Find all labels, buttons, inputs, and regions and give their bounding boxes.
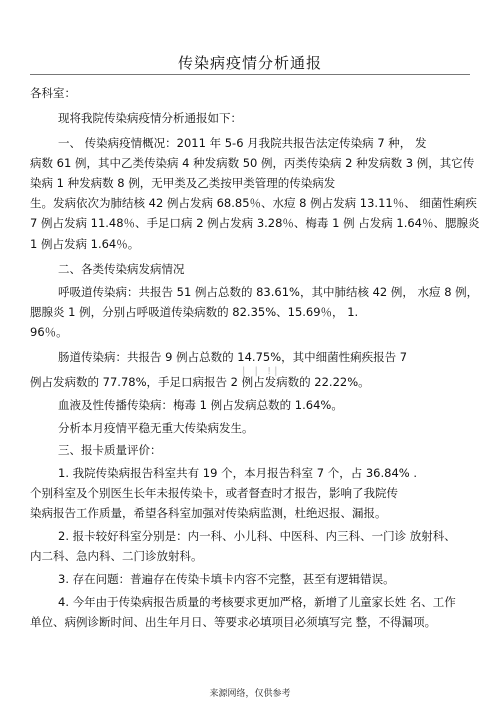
body-line: 腮腺炎 1 例，分别占呼吸道传染病数的 82.35%、15.69％， 1. — [30, 305, 359, 319]
body-line: 血液及性传播传染病：梅毒 1 例占发病总数的 1.64%。 — [58, 398, 343, 412]
body-line: 4. 今年由于传染病报告质量的考核要求更加严格，新增了儿童家长姓 名、工作 — [58, 595, 456, 609]
scan-marks: | | !| — [242, 366, 281, 377]
body-line: 例占发病数的 77.78%，手足口病报告 2 例占发病数的 22.22%。 — [30, 375, 370, 389]
body-line: 个别科室及个别医生长年未报传染卡，或者督查时才报告，影响了我院传 — [30, 486, 398, 500]
body-line: 一、 传染病疫情概况：2011 年 5-6 月我院共报告法定传染病 7 种， 发 — [58, 136, 427, 150]
body-line: 2. 报卡较好科室分别是：内一科、小儿科、中医科、内三科、一门诊 放射科、 — [58, 529, 456, 543]
section-heading: 三、报卡质量评价： — [58, 443, 162, 457]
document-title: 传染病疫情分析通报 — [177, 54, 322, 72]
body-line: 呼吸道传染病：共报告 51 例占总数的 83.61%，其中肺结核 42 例， 水痘 8 例， — [58, 285, 479, 299]
body-line: 1 例占发病 1.64％。 — [30, 237, 140, 251]
body-line: 96％。 — [30, 325, 68, 339]
body-line: 染病报告工作质量，希望各科室加强对传染病监测，杜绝迟报、漏报。 — [30, 506, 387, 520]
body-line: 单位、病例诊断时间、出生年月日、等要求必填项目必须填写完 整，不得漏项。 — [30, 615, 437, 629]
body-line: 分析本月疫情平稳无重大传染病发生。 — [58, 421, 254, 435]
footer-note: 来源网络，仅供参考 — [209, 689, 291, 699]
body-line: 3. 存在问题：普遍存在传染卡填卡内容不完整，甚至有逻辑错误。 — [58, 572, 395, 586]
body-line: 1. 我院传染病报告科室共有 19 个，本月报告科室 7 个，占 36.84% . — [58, 466, 418, 480]
body-line: 染病 1 种发病数 8 例，无甲类及乙类按甲类管理的传染病发 — [30, 176, 336, 190]
body-line: 7 例占发病 11.48％、手足口病 2 例占发病 3.28％、梅毒 1 例 占发病 1.64％、腮腺炎 — [30, 216, 480, 230]
section-heading: 二、各类传染病发病情况 — [58, 262, 185, 276]
body-line: 内二科、急内科、二门诊放射科。 — [30, 549, 203, 563]
intro-line: 现将我院传染病疫情分析通报如下： — [58, 111, 242, 125]
title-rule — [30, 74, 470, 75]
body-line: 肠道传染病：共报告 9 例占总数的 14.75%，其中细菌性痢疾报告 7 — [58, 350, 408, 364]
salutation: 各科室： — [30, 86, 76, 100]
body-line: 病数 61 例，其中乙类传染病 4 种发病数 50 例，丙类传染病 2 种发病数 3 例，其它传 — [30, 156, 475, 170]
body-line: 生。发病依次为肺结核 42 例占发病 68.85％、水痘 8 例占发病 13.11％、 细菌性痢疾 — [30, 196, 477, 210]
